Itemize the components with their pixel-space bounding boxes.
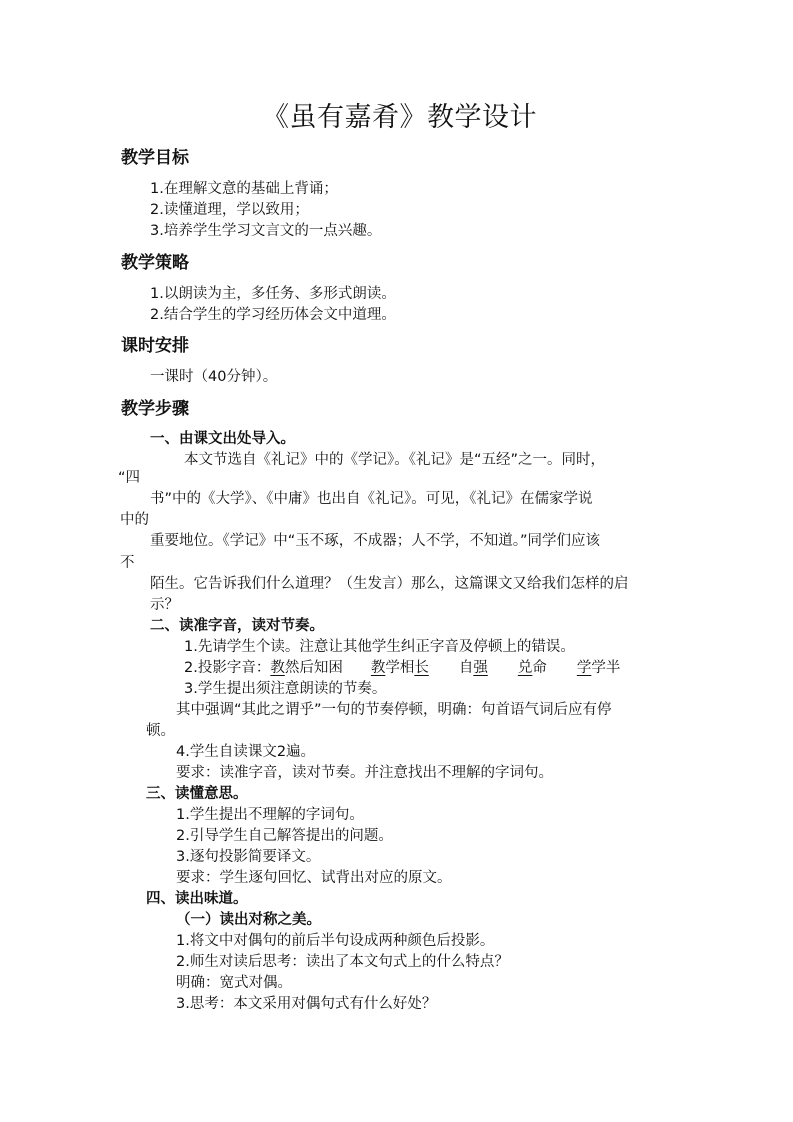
step2-phonetics-line bbox=[184, 661, 620, 676]
step4-item: 3.思考：本文采用对偶句式有什么好处？ bbox=[176, 996, 437, 1012]
step1-line: 中的 bbox=[120, 512, 149, 528]
phonetics-label: 2.投影字音： bbox=[184, 660, 271, 676]
step2-line: 4.学生自读课文2遍。 bbox=[176, 744, 316, 760]
objective-item: 3.培养学生学习文言文的一点兴趣。 bbox=[150, 223, 382, 239]
step4-item: 2.师生对读后思考：读出了本文句式上的什么特点？ bbox=[176, 954, 509, 970]
step4-item: 明确：宽式对偶。 bbox=[176, 975, 292, 991]
step1-line: 书”中的《大学》、《中庸》也出自《礼记》。可见，《礼记》在儒家学说 bbox=[150, 491, 593, 507]
step3-item: 要求：学生逐句回忆、试背出对应的原文。 bbox=[176, 870, 452, 886]
step4-heading: 四、读出味道。 bbox=[146, 891, 248, 907]
step3-heading: 三、读懂意思。 bbox=[146, 786, 248, 802]
schedule-text: 一课时（40分钟）。 bbox=[150, 369, 278, 385]
step1-line: 陌生。它告诉我们什么道理？（生发言）那么，这篇课文又给我们怎样的启 bbox=[150, 576, 629, 592]
step2-line: 3.学生提出须注意朗读的节奏。 bbox=[184, 681, 387, 697]
step1-line: “四 bbox=[118, 470, 141, 486]
step3-item: 2.引导学生自己解答提出的问题。 bbox=[176, 828, 393, 844]
step2-heading: 二、读准字音，读对节奏。 bbox=[150, 618, 324, 634]
step2-line: 要求：读准字音，读对节奏。并注意找出不理解的字词句。 bbox=[176, 765, 553, 781]
phonetic-word: 教 bbox=[270, 660, 285, 676]
step1-line: 示？ bbox=[150, 597, 179, 613]
strategy-item: 1.以朗读为主，多任务、多形式朗读。 bbox=[150, 286, 396, 302]
phonetic-word: 长 bbox=[414, 660, 429, 676]
phonetic-word: 自 bbox=[458, 660, 474, 676]
step2-line: 1.先请学生个读。注意让其他学生纠正字音及停顿上的错误。 bbox=[184, 639, 575, 655]
objective-item: 1.在理解文意的基础上背诵； bbox=[150, 181, 338, 197]
phonetic-word: 然后知困 bbox=[284, 660, 343, 676]
step3-item: 1.学生提出不理解的字词句。 bbox=[176, 807, 364, 823]
phonetic-word: 兑 bbox=[517, 660, 533, 676]
step4-item: 1.将文中对偶句的前后半句设成两种颜色后投影。 bbox=[176, 933, 495, 949]
step2-line: 顿。 bbox=[146, 723, 175, 739]
strategy-heading: 教学策略 bbox=[121, 253, 189, 273]
steps-heading: 教学步骤 bbox=[121, 399, 189, 419]
phonetic-word: 教 bbox=[370, 660, 386, 676]
document-title: 《虽有嘉肴》教学设计 bbox=[262, 102, 537, 133]
step1-line: 不 bbox=[120, 555, 135, 571]
phonetic-word: 学 bbox=[576, 660, 592, 676]
phonetic-word: 强 bbox=[473, 660, 488, 676]
step3-item: 3.逐句投影简要译文。 bbox=[176, 849, 321, 865]
phonetic-word: 学相 bbox=[385, 660, 415, 676]
step2-line: 其中强调“其此之谓乎”一句的节奏停顿，明确：句首语气词后应有停 bbox=[176, 702, 612, 718]
step1-line: 重要地位。《学记》中“玉不琢，不成器；人不学，不知道。”同学们应该 bbox=[150, 533, 601, 549]
objectives-heading: 教学目标 bbox=[121, 148, 189, 168]
step4-subheading: （一）读出对称之美。 bbox=[176, 912, 321, 928]
phonetic-word: 学半 bbox=[591, 660, 621, 676]
strategy-item: 2.结合学生的学习经历体会文中道理。 bbox=[150, 307, 396, 323]
step1-heading: 一、由课文出处导入。 bbox=[150, 431, 295, 447]
phonetic-word: 命 bbox=[532, 660, 547, 676]
step1-line: 本文节选自《礼记》中的《学记》。《礼记》是“五经”之一。同时， bbox=[184, 452, 606, 468]
schedule-heading: 课时安排 bbox=[121, 336, 189, 356]
objective-item: 2.读懂道理，学以致用； bbox=[150, 202, 309, 218]
